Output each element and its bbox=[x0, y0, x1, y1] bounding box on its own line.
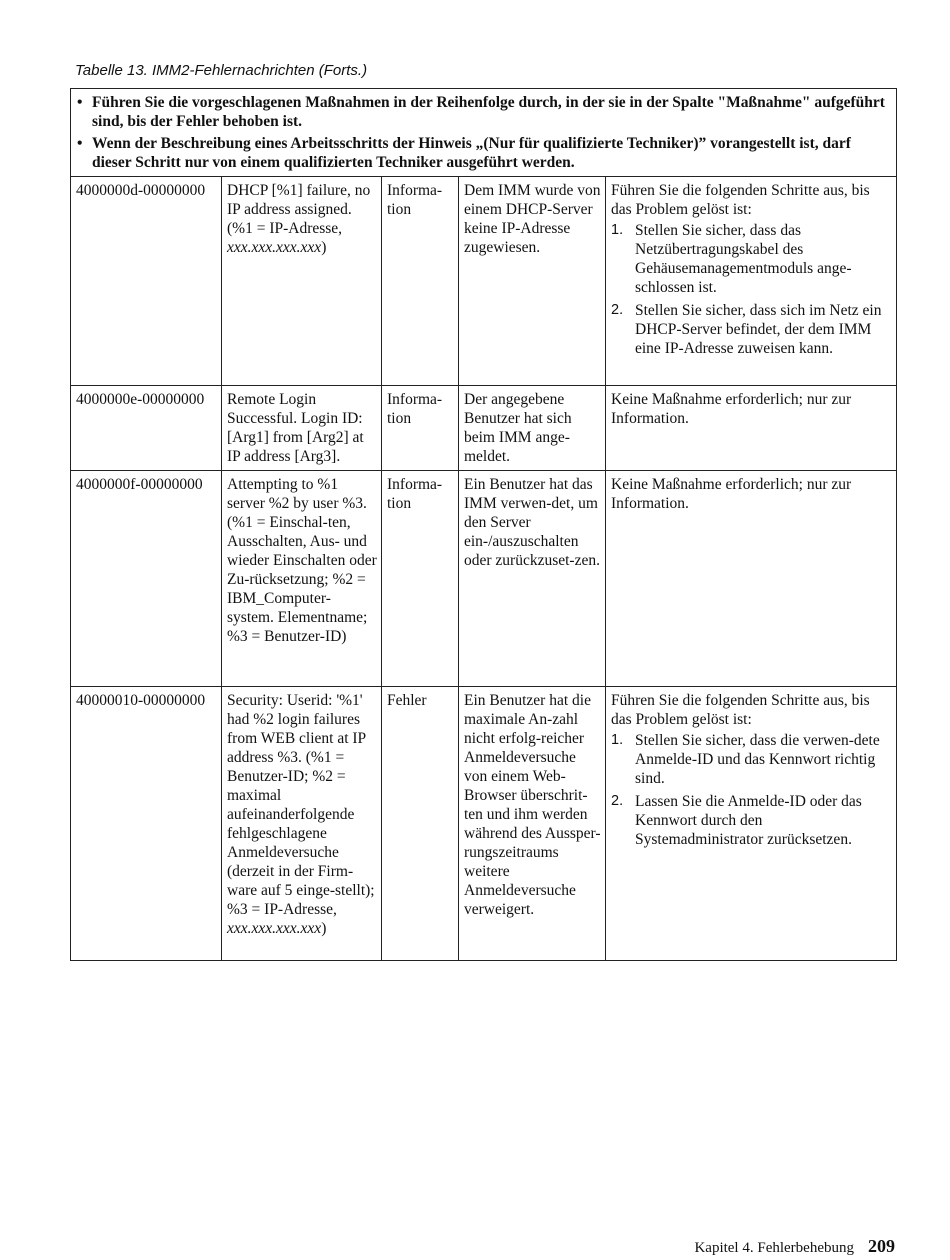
message-body: Security: Userid: '%1' had %2 login failures from WEB client at IP address %3. (%1 = Benutzer-ID; %2 = maximal aufeinanderfolgende fehlgeschlagene Anmeldeversuche (derzeit in der Firm-ware auf 5 einge-stellt); %3 = IP-Adresse, bbox=[227, 692, 375, 918]
table-row bbox=[71, 386, 897, 471]
table-row bbox=[71, 177, 897, 386]
explanation: Dem IMM wurde von einem DHCP-Server keine IP-Adresse zugewiesen. bbox=[459, 177, 606, 386]
severity: Fehler bbox=[382, 687, 459, 961]
message-close: ) bbox=[321, 920, 327, 937]
severity: Informa-tion bbox=[382, 386, 459, 471]
list-item bbox=[611, 731, 892, 788]
action-intro: Führen Sie die folgenden Schritte aus, bis das Problem gelöst ist: bbox=[611, 692, 870, 728]
step-text: Lassen Sie die Anmelde-ID oder das Kennwort durch den Systemadministrator zurücksetzen. bbox=[635, 793, 862, 848]
list-item bbox=[611, 301, 892, 358]
page-footer bbox=[694, 1236, 895, 1257]
error-messages-table bbox=[70, 88, 897, 961]
step-text: Stellen Sie sicher, dass sich im Netz ein DHCP-Server befindet, der dem IMM eine IP-Adresse zuweisen kann. bbox=[635, 302, 882, 357]
message-text: Attempting to %1 server %2 by user %3. (%1 = Einschal-ten, Ausschalten, Aus- und wieder Einschalten oder Zu-rücksetzung; %2 = IBM_Computer-system. Elementname; %3 = Benutzer-ID) bbox=[222, 471, 382, 687]
message-id: 4000000f-00000000 bbox=[71, 471, 222, 687]
action-intro: Führen Sie die folgenden Schritte aus, bis das Problem gelöst ist: bbox=[611, 182, 870, 218]
chapter-title: Kapitel 4. Fehlerbehebung bbox=[694, 1240, 854, 1256]
explanation: Ein Benutzer hat die maximale An-zahl nicht erfolg-reicher Anmeldeversuche von einem Web-Browser überschrit-ten und ihm werden während des Aussper-rungszeitraums weitere Anmeldeversuche verweigert. bbox=[459, 687, 606, 961]
action-steps bbox=[611, 221, 892, 358]
explanation: Ein Benutzer hat das IMM verwen-det, um den Server ein-/auszuschalten oder zurückzuset-zen. bbox=[459, 471, 606, 687]
message-ip-placeholder: xxx.xxx.xxx.xxx bbox=[227, 239, 322, 256]
step-text: Stellen Sie sicher, dass die verwen-dete Anmelde-ID und das Kennwort richtig sind. bbox=[635, 732, 880, 787]
severity: Informa-tion bbox=[382, 471, 459, 687]
step-text: Stellen Sie sicher, dass das Netzübertragungskabel des Gehäusemanagementmoduls ange-schlossen ist. bbox=[635, 222, 852, 296]
action bbox=[606, 687, 897, 961]
severity: Informa-tion bbox=[382, 177, 459, 386]
table-row bbox=[71, 471, 897, 687]
bullet-icon: • bbox=[77, 135, 83, 152]
bullet-icon: • bbox=[77, 94, 83, 111]
note-text: Wenn der Beschreibung eines Arbeitsschritts der Hinweis „(Nur für qualifizierte Techniker)” vorangestellt ist, darf dieser Schritt nur von einem qualifizierten Techniker ausgeführt werden. bbox=[92, 135, 851, 171]
action bbox=[606, 177, 897, 386]
message-text bbox=[222, 177, 382, 386]
message-ip-placeholder: xxx.xxx.xxx.xxx bbox=[227, 920, 322, 937]
message-body: DHCP [%1] failure, no IP address assigned. (%1 = IP-Adresse, bbox=[227, 182, 371, 237]
list-item bbox=[611, 792, 892, 849]
table-row bbox=[71, 687, 897, 961]
step-number: 1. bbox=[611, 732, 624, 748]
action-steps bbox=[611, 731, 892, 849]
message-close: ) bbox=[321, 239, 327, 256]
notes-cell bbox=[71, 89, 897, 177]
notes-row bbox=[71, 89, 897, 177]
action-intro: Keine Maßnahme erforderlich; nur zur Information. bbox=[611, 391, 852, 427]
note-text: Führen Sie die vorgeschlagenen Maßnahmen in der Reihenfolge durch, in der sie in der Spalte "Maßnahme" aufgeführt sind, bis der Fehler behoben ist. bbox=[92, 94, 885, 130]
note-item bbox=[76, 134, 892, 172]
action-intro: Keine Maßnahme erforderlich; nur zur Information. bbox=[611, 476, 852, 512]
message-id: 40000010-00000000 bbox=[71, 687, 222, 961]
action bbox=[606, 386, 897, 471]
step-number: 2. bbox=[611, 302, 624, 318]
explanation: Der angegebene Benutzer hat sich beim IMM ange-meldet. bbox=[459, 386, 606, 471]
message-id: 4000000e-00000000 bbox=[71, 386, 222, 471]
message-text: Remote Login Successful. Login ID: [Arg1] from [Arg2] at IP address [Arg3]. bbox=[222, 386, 382, 471]
page-number: 209 bbox=[868, 1236, 895, 1256]
message-text bbox=[222, 687, 382, 961]
message-id: 4000000d-00000000 bbox=[71, 177, 222, 386]
list-item bbox=[611, 221, 892, 297]
step-number: 1. bbox=[611, 222, 624, 238]
table-caption: Tabelle 13. IMM2-Fehlernachrichten (Forts.) bbox=[75, 62, 368, 79]
note-item bbox=[76, 93, 892, 131]
step-number: 2. bbox=[611, 793, 624, 809]
action bbox=[606, 471, 897, 687]
